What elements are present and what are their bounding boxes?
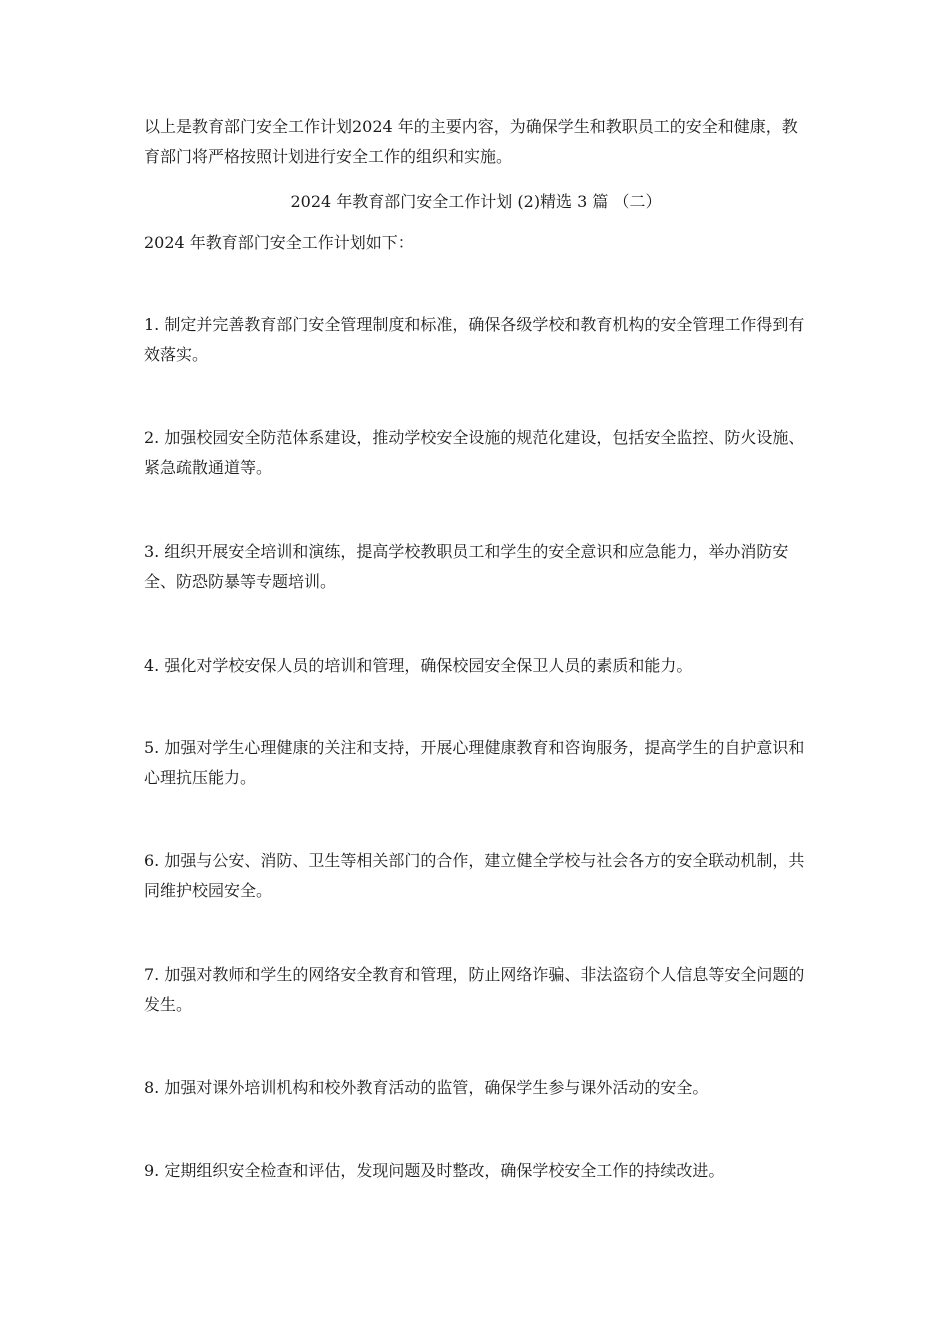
list-item: 9. 定期组织安全检查和评估，发现问题及时整改，确保学校安全工作的持续改进。 — [144, 1161, 725, 1180]
section-title: 2024 年教育部门安全工作计划 (2)精选 3 篇 （二） — [290, 192, 662, 211]
list-item: 5. 加强对学生心理健康的关注和支持，开展心理健康教育和咨询服务，提高学生的自护意识和心理抗压能力。 — [144, 738, 805, 787]
intro-paragraph: 以上是教育部门安全工作计划2024 年的主要内容，为确保学生和教职员工的安全和健康，教育部门将严格按照计划进行安全工作的组织和实施。 — [144, 117, 798, 166]
lead-text: 2024 年教育部门安全工作计划如下： — [144, 233, 414, 252]
list-item: 3. 组织开展安全培训和演练，提高学校教职员工和学生的安全意识和应急能力，举办消防安全、防恐防暴等专题培训。 — [144, 542, 789, 591]
list-item: 1. 制定并完善教育部门安全管理制度和标准，确保各级学校和教育机构的安全管理工作得到有效落实。 — [144, 315, 805, 364]
list-item: 2. 加强校园安全防范体系建设，推动学校安全设施的规范化建设，包括安全监控、防火设施、紧急疏散通道等。 — [144, 428, 805, 477]
list-item: 7. 加强对教师和学生的网络安全教育和管理，防止网络诈骗、非法盗窃个人信息等安全问题的发生。 — [144, 965, 805, 1014]
list-item: 8. 加强对课外培训机构和校外教育活动的监管，确保学生参与课外活动的安全。 — [144, 1078, 709, 1097]
list-item: 4. 强化对学校安保人员的培训和管理，确保校园安全保卫人员的素质和能力。 — [144, 656, 693, 675]
list-item: 6. 加强与公安、消防、卫生等相关部门的合作，建立健全学校与社会各方的安全联动机制，共同维护校园安全。 — [144, 851, 805, 900]
